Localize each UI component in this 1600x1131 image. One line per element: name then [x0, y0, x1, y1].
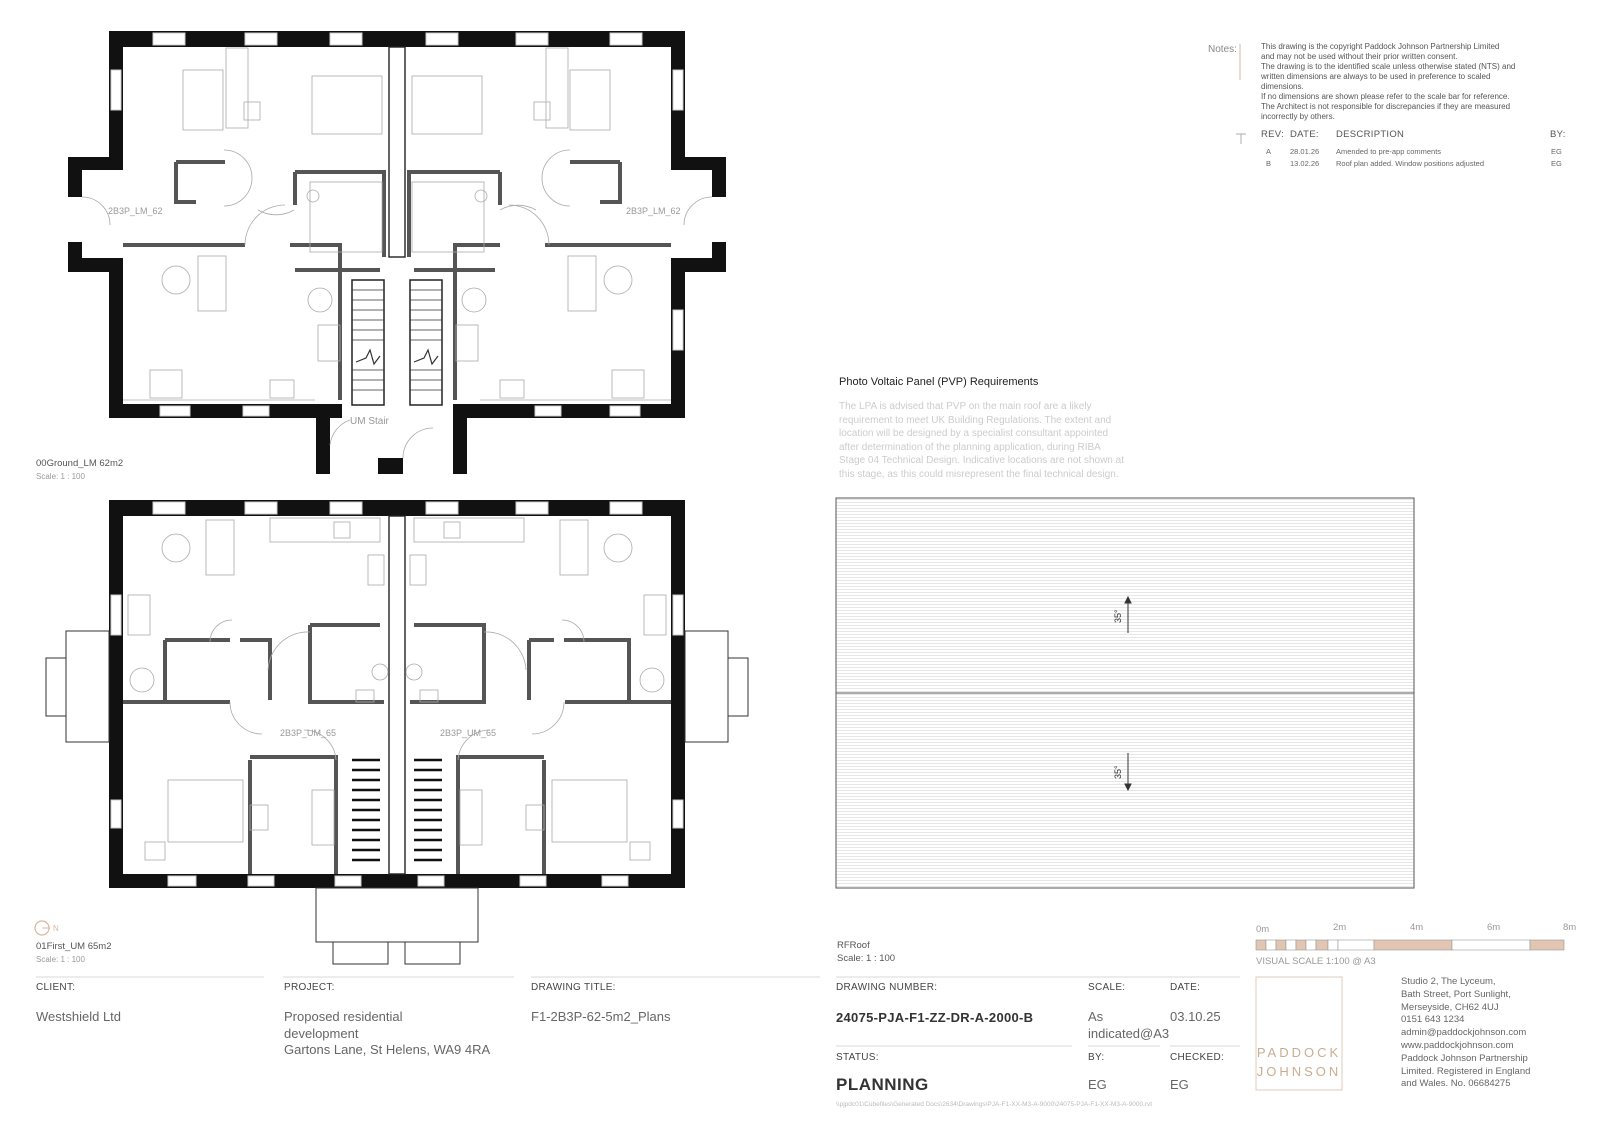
first-view-scale: Scale: 1 : 100	[36, 955, 85, 964]
note-line: dimensions.	[1261, 82, 1304, 91]
roof-view-title: RFRoof	[837, 940, 870, 951]
project-line: development	[284, 1025, 359, 1041]
date-value: 03.10.25	[1170, 1009, 1221, 1024]
scale-line: As	[1088, 1009, 1104, 1024]
address-line: admin@paddockjohnson.com	[1401, 1027, 1527, 1039]
pv-line: requirement to meet UK Building Regulations. The extent and	[839, 414, 1112, 426]
note-line: written dimensions are always to be used in preference to scaled	[1261, 72, 1491, 81]
scale-caption: VISUAL SCALE 1:100 @ A3	[1256, 956, 1376, 967]
logo-line: PADDOCK	[1256, 1045, 1342, 1060]
pv-line: this stage, as this could misrepresent the final technical design.	[839, 468, 1119, 480]
scale-tick-6: 6m	[1487, 922, 1501, 933]
roof-plan	[836, 498, 1414, 888]
date-label: DATE:	[1170, 982, 1201, 993]
rev-header-description: DESCRIPTION	[1336, 129, 1405, 140]
client-value: Westshield Ltd	[36, 1009, 122, 1024]
first-unit-label-left: 2B3P_UM_65	[280, 728, 337, 738]
note-line: If no dimensions are shown please refer to the scale bar for reference.	[1261, 92, 1510, 101]
project-line: Proposed residential	[284, 1009, 403, 1024]
rev-header-by: BY:	[1550, 129, 1566, 140]
roof-pitch-top: 35°	[1113, 609, 1123, 623]
rev-header-rev: REV:	[1261, 129, 1285, 140]
ground-floor-plan	[68, 31, 726, 474]
scale-tick-4: 4m	[1410, 922, 1424, 933]
project-line: Gartons Lane, St Helens, WA9 4RA	[284, 1042, 491, 1057]
roof-pitch-bottom: 35°	[1113, 765, 1123, 779]
address-line: Paddock Johnson Partnership	[1401, 1052, 1528, 1064]
note-line: and may not be used without their prior written consent.	[1261, 52, 1458, 61]
ground-unit-label-right: 2B3P_LM_62	[626, 206, 681, 216]
note-line: This drawing is the copyright Paddock Johnson Partnership Limited	[1261, 42, 1500, 51]
stair-label: UM Stair	[350, 416, 389, 427]
north-arrow	[35, 921, 50, 935]
notes-label: Notes:	[1208, 44, 1237, 55]
first-view-title: 01First_UM 65m2	[36, 941, 112, 952]
scale-bar	[1256, 940, 1564, 950]
checked-label: CHECKED:	[1170, 1052, 1225, 1063]
first-unit-label-right: 2B3P_UM_65	[440, 728, 497, 738]
drawing-number-value: 24075-PJA-F1-ZZ-DR-A-2000-B	[836, 1010, 1034, 1025]
roof-view-scale: Scale: 1 : 100	[837, 953, 896, 964]
ground-unit-label-left: 2B3P_LM_62	[108, 206, 163, 216]
address-line: Limited. Registered in England	[1401, 1065, 1531, 1077]
by-label: BY:	[1088, 1052, 1105, 1063]
scale-line: indicated@A3	[1088, 1025, 1170, 1041]
status-label: STATUS:	[836, 1052, 879, 1063]
north-label: N	[53, 924, 59, 933]
pv-line: after determination of the planning application, during RIBA	[839, 441, 1101, 453]
ground-stairs	[352, 280, 442, 405]
address-line: Merseyside, CH62 4UJ	[1401, 1001, 1499, 1013]
rev-row-date: 13.02.26	[1290, 159, 1320, 168]
file-path: \\pjpdc01\Cubefiles\Generated Docs\2634\Drawings\PJA-F1-XX-M3-A-9000\24075-PJA-F1-XX-M3-A-9000.rvt	[836, 1101, 1153, 1108]
company-address	[1401, 976, 1530, 1091]
project-value	[284, 1009, 490, 1059]
scale-tick-8: 8m	[1563, 922, 1577, 933]
project-label: PROJECT:	[284, 982, 335, 993]
notes-block	[1261, 42, 1581, 122]
scale-value	[1088, 1009, 1169, 1042]
scale-label: SCALE:	[1088, 982, 1126, 993]
rev-row-date: 28.01.26	[1290, 147, 1320, 156]
by-value: EG	[1088, 1077, 1107, 1092]
rev-row-desc: Amended to pre-app comments	[1336, 147, 1442, 156]
note-line: The drawing is to the identified scale unless otherwise stated (NTS) and	[1261, 62, 1516, 71]
address-line: and Wales. No. 06684275	[1401, 1078, 1511, 1090]
address-line: 0151 643 1234	[1401, 1014, 1465, 1026]
scale-tick-2: 2m	[1333, 922, 1347, 933]
ground-view-scale: Scale: 1 : 100	[36, 472, 85, 481]
note-line: The Architect is not responsible for discrepancies if they are measured	[1261, 102, 1511, 111]
rev-row-by: EG	[1551, 147, 1562, 156]
drawing-title-label: DRAWING TITLE:	[531, 982, 616, 993]
pv-title: Photo Voltaic Panel (PVP) Requirements	[839, 376, 1039, 388]
ground-view-title: 00Ground_LM 62m2	[36, 458, 124, 469]
client-label: CLIENT:	[36, 982, 76, 993]
rev-row-rev: A	[1266, 147, 1272, 156]
scale-tick-0: 0m	[1256, 924, 1270, 935]
address-line: www.paddockjohnson.com	[1401, 1039, 1514, 1051]
status-value: PLANNING	[836, 1075, 929, 1094]
logo-line: JOHNSON	[1256, 1064, 1342, 1079]
drawing-title-value: F1-2B3P-62-5m2_Plans	[531, 1009, 671, 1024]
address-line: Bath Street, Port Sunlight,	[1401, 988, 1511, 1000]
rev-row-by: EG	[1551, 159, 1562, 168]
company-logo	[1256, 1043, 1342, 1081]
rev-header-date: DATE:	[1290, 129, 1319, 140]
checked-value: EG	[1170, 1077, 1189, 1092]
note-line: incorrectly by others.	[1261, 112, 1335, 121]
rev-row-rev: B	[1266, 159, 1272, 168]
rev-row-desc: Roof plan added. Window positions adjusted	[1336, 159, 1485, 168]
pv-line: Stage 04 Technical Design. Indicative locations are not shown at	[839, 455, 1124, 466]
pv-text	[839, 400, 1189, 481]
pv-line: location will be designed by a specialist consultant appointed	[839, 428, 1109, 439]
pv-line: The LPA is advised that PVP on the main roof are a likely	[839, 401, 1092, 412]
drawing-number-label: DRAWING NUMBER:	[836, 982, 938, 993]
first-floor-plan	[46, 500, 748, 964]
address-line: Studio 2, The Lyceum,	[1401, 976, 1496, 987]
